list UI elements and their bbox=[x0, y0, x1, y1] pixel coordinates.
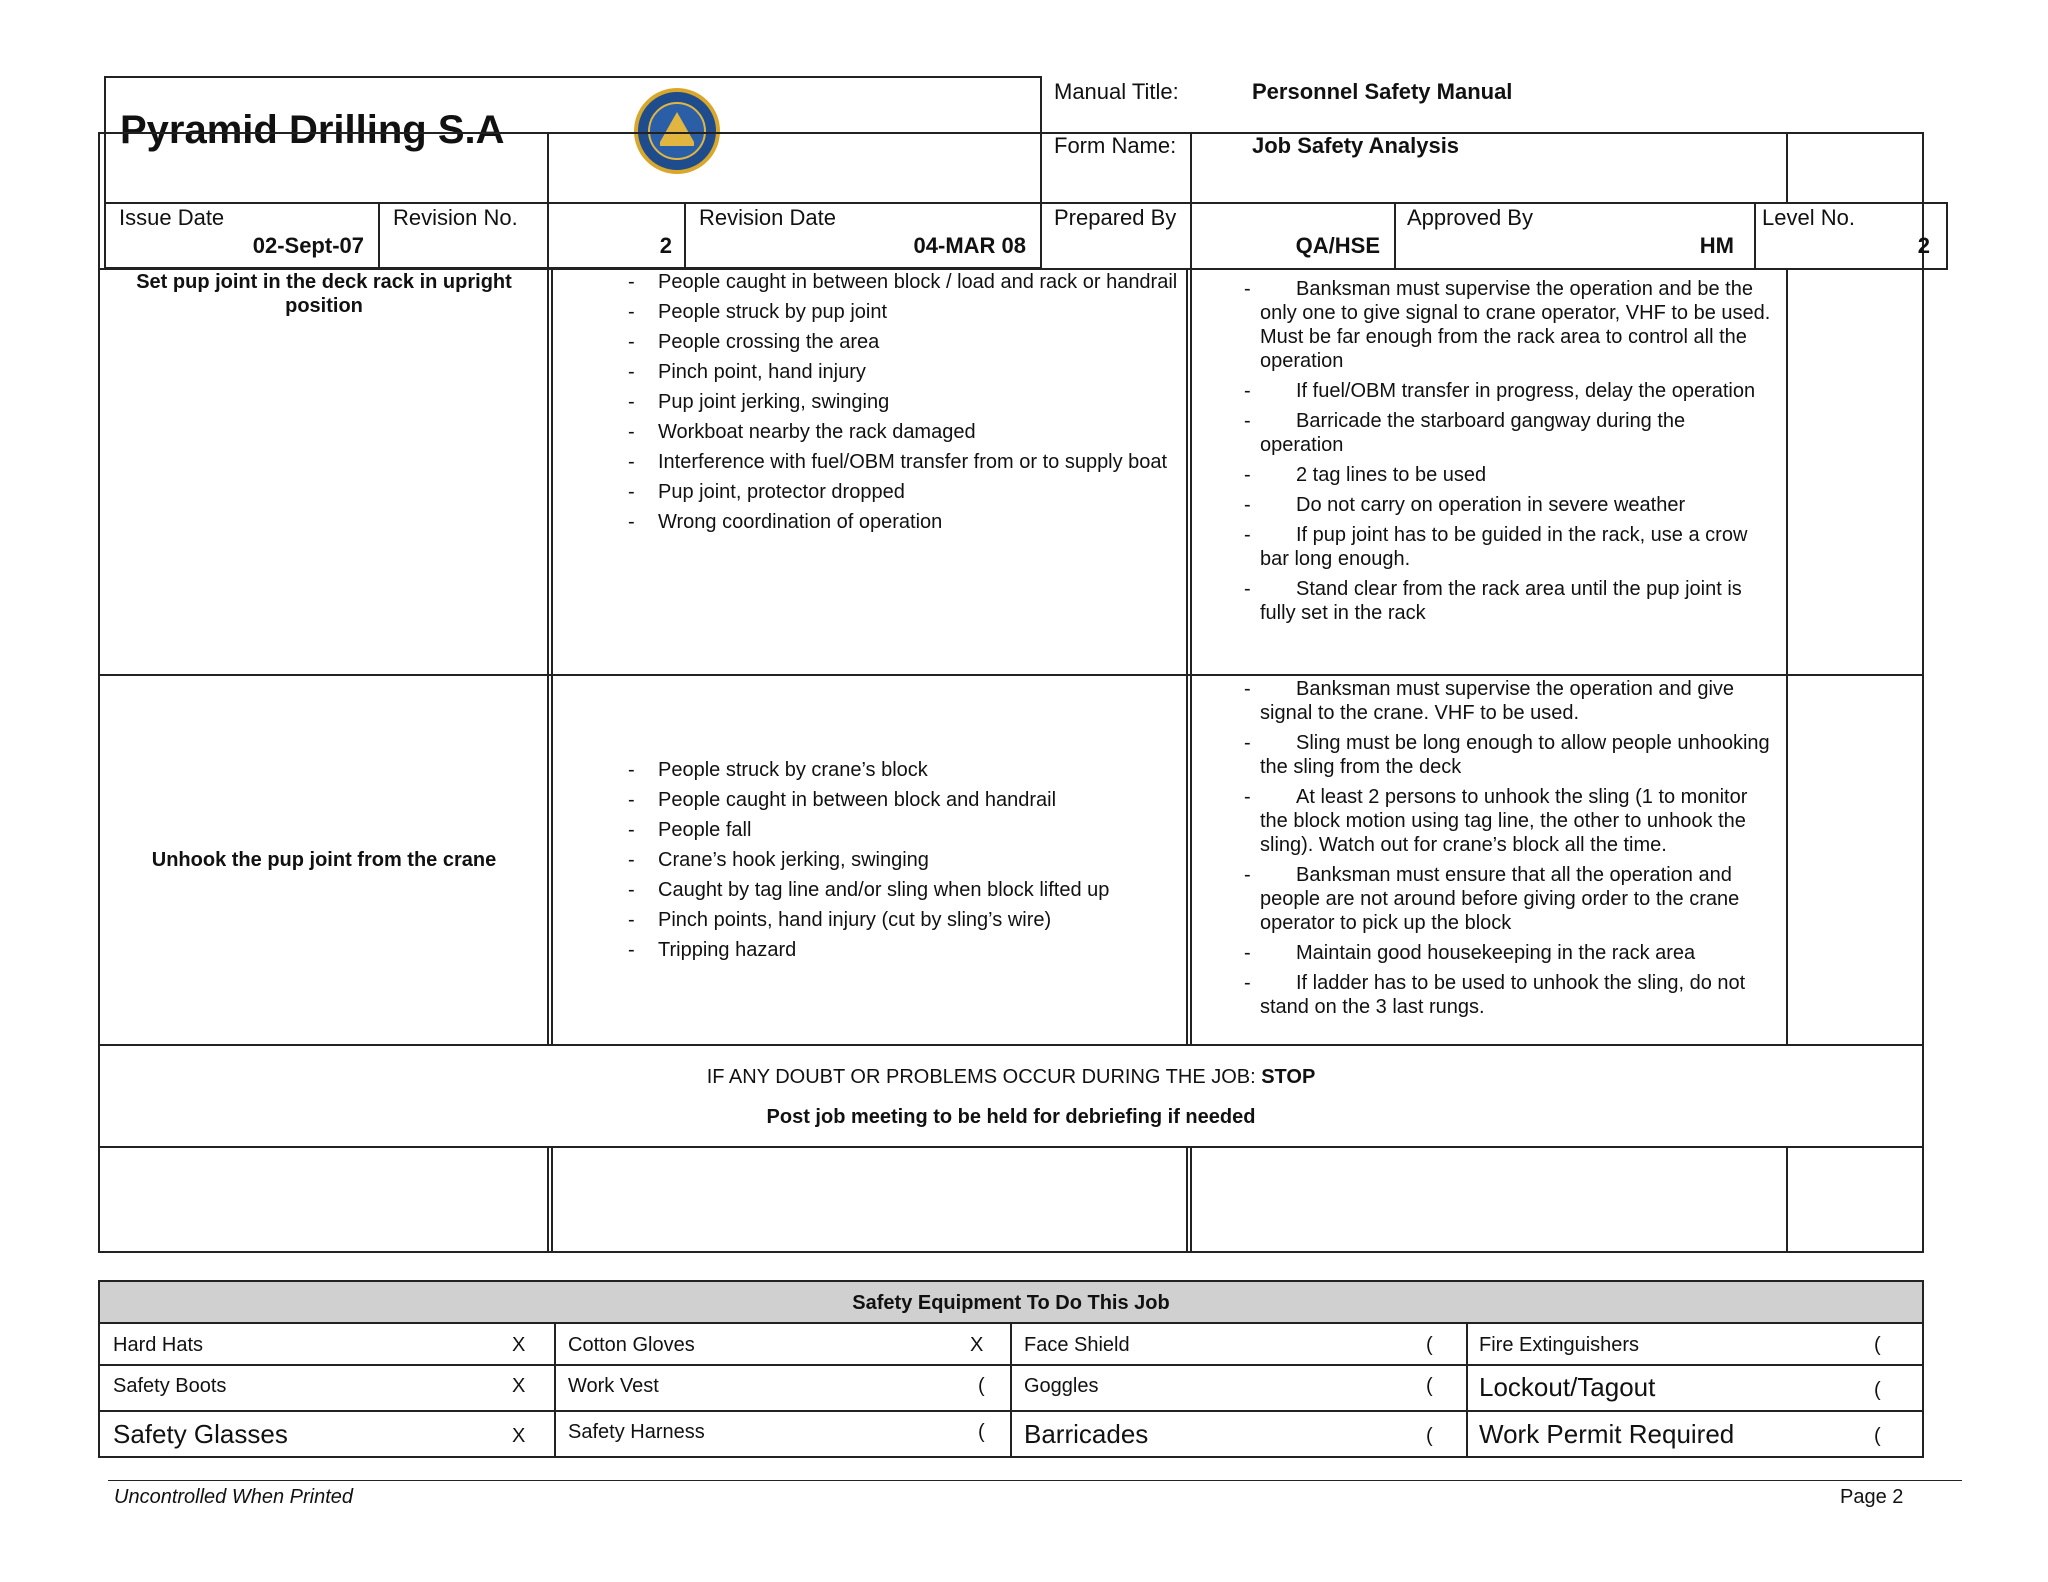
revision-date-label: Revision Date bbox=[699, 205, 836, 230]
equipment-fire-extinguishers-mark: ( bbox=[1874, 1334, 1881, 1356]
equipment-barricades-mark: ( bbox=[1426, 1425, 1433, 1447]
list-item: - Banksman must supervise the operation and be the only one to give signal to crane operator, VHF to be used. Must be far enough from the rack area to control all the operation bbox=[1244, 277, 1774, 373]
form-name-label: Form Name: bbox=[1054, 133, 1177, 158]
divider bbox=[684, 202, 686, 270]
list-item: - Sling must be long enough to allow people unhooking the sling from the deck bbox=[1244, 731, 1774, 779]
issue-date-value: 02-Sept-07 bbox=[252, 233, 364, 258]
job-step: Set pup joint in the deck rack in upright position bbox=[136, 271, 512, 317]
list-item: - Interference with fuel/OBM transfer from or to supply boat bbox=[628, 450, 1178, 474]
equipment-safety-glasses-label: Safety Glasses bbox=[113, 1419, 288, 1449]
manual-title-label: Manual Title: bbox=[1054, 79, 1179, 104]
divider bbox=[1786, 268, 1788, 1046]
equipment-work-vest-label: Work Vest bbox=[568, 1375, 659, 1397]
page-number: Page 2 bbox=[1840, 1486, 1904, 1508]
divider bbox=[1186, 268, 1188, 1046]
equipment-face-shield-mark: ( bbox=[1426, 1334, 1433, 1356]
divider bbox=[1040, 76, 1042, 270]
issue-date-label: Issue Date bbox=[119, 205, 225, 230]
equipment-barricades-label: Barricades bbox=[1024, 1419, 1149, 1449]
list-item: - Pup joint, protector dropped bbox=[628, 480, 1178, 504]
divider bbox=[1186, 1148, 1188, 1252]
revision-no-label: Revision No. bbox=[393, 205, 518, 230]
equipment-face-shield-label: Face Shield bbox=[1024, 1334, 1130, 1356]
list-item: - People struck by crane’s block bbox=[628, 758, 1178, 782]
divider bbox=[1010, 1322, 1012, 1458]
divider bbox=[1466, 1322, 1468, 1458]
divider bbox=[1786, 1148, 1788, 1252]
job-step: Unhook the pup joint from the crane bbox=[151, 849, 497, 871]
list-item: - Banksman must ensure that all the operation and people are not around before giving order to the crane operator to pick up the block bbox=[1244, 863, 1774, 935]
divider bbox=[378, 202, 380, 270]
equipment-cotton-gloves-label: Cotton Gloves bbox=[568, 1334, 695, 1356]
list-item: - Banksman must supervise the operation and give signal to the crane. VHF to be used. bbox=[1244, 677, 1774, 725]
manual-title-value: Personnel Safety Manual bbox=[1252, 79, 1513, 104]
divider bbox=[547, 132, 549, 270]
divider bbox=[104, 202, 1946, 204]
control-list bbox=[1244, 677, 1774, 1025]
company-name: Pyramid Drilling S.A bbox=[120, 108, 505, 152]
list-item: - Tripping hazard bbox=[628, 938, 1178, 962]
divider bbox=[1190, 1148, 1192, 1252]
prepared-by-value: QA/HSE bbox=[1295, 233, 1380, 258]
list-item: - If pup joint has to be guided in the rack, use a crow bar long enough. bbox=[1244, 523, 1774, 571]
divider bbox=[1786, 132, 1788, 204]
list-item: - People caught in between block / load and rack or handrail bbox=[628, 270, 1178, 294]
list-item: - 2 tag lines to be used bbox=[1244, 463, 1774, 487]
control-list bbox=[1244, 277, 1774, 631]
stop-notice-text: IF ANY DOUBT OR PROBLEMS OCCUR DURING THE JOB: bbox=[706, 1066, 1262, 1088]
list-item: - Barricade the starboard gangway during the operation bbox=[1244, 409, 1774, 457]
list-item: - Do not carry on operation in severe weather bbox=[1244, 493, 1774, 517]
hazard-list bbox=[628, 270, 1178, 540]
list-item: - Pinch points, hand injury (cut by sling’s wire) bbox=[628, 908, 1178, 932]
list-item: - People crossing the area bbox=[628, 330, 1178, 354]
equipment-work-permit-mark: ( bbox=[1874, 1425, 1881, 1447]
list-item: - People caught in between block and handrail bbox=[628, 788, 1178, 812]
post-job-notice: Post job meeting to be held for debriefing if needed bbox=[766, 1106, 1256, 1128]
list-item: - People struck by pup joint bbox=[628, 300, 1178, 324]
divider bbox=[98, 1044, 1924, 1046]
divider bbox=[1190, 268, 1192, 1046]
stop-word: STOP bbox=[1261, 1066, 1316, 1088]
list-item: - Stand clear from the rack area until the pup joint is fully set in the rack bbox=[1244, 577, 1774, 625]
equipment-goggles-label: Goggles bbox=[1024, 1375, 1099, 1397]
approved-by-label: Approved By bbox=[1407, 205, 1533, 230]
divider bbox=[551, 268, 553, 1046]
divider bbox=[1394, 202, 1396, 270]
equipment-safety-harness-mark: ( bbox=[978, 1421, 985, 1443]
divider bbox=[98, 674, 1924, 676]
revision-no-value: 2 bbox=[659, 233, 672, 258]
divider bbox=[551, 1148, 553, 1252]
divider bbox=[98, 1146, 1924, 1148]
list-item: - Crane’s hook jerking, swinging bbox=[628, 848, 1178, 872]
footer-rule bbox=[108, 1480, 1962, 1481]
equipment-safety-boots-mark: X bbox=[512, 1375, 526, 1397]
list-item: - People fall bbox=[628, 818, 1178, 842]
list-item: - Wrong coordination of operation bbox=[628, 510, 1178, 534]
equipment-goggles-mark: ( bbox=[1426, 1375, 1433, 1397]
hazard-list bbox=[628, 758, 1178, 968]
equipment-work-vest-mark: ( bbox=[978, 1375, 985, 1397]
prepared-by-label: Prepared By bbox=[1054, 205, 1177, 230]
equipment-cotton-gloves-mark: X bbox=[970, 1334, 984, 1356]
equipment-hard-hats-mark: X bbox=[512, 1334, 526, 1356]
divider bbox=[547, 268, 549, 1046]
list-item: - If ladder has to be used to unhook the sling, do not stand on the 3 last rungs. bbox=[1244, 971, 1774, 1019]
revision-date-value: 04-MAR 08 bbox=[913, 233, 1026, 258]
level-no-value: 2 bbox=[1917, 233, 1930, 258]
list-item: - If fuel/OBM transfer in progress, delay the operation bbox=[1244, 379, 1774, 403]
divider bbox=[547, 1148, 549, 1252]
list-item: - At least 2 persons to unhook the sling (1 to monitor the block motion using tag line, the other to unhook the sling). Watch out for crane’s block all the time. bbox=[1244, 785, 1774, 857]
equipment-lockout-tagout-mark: ( bbox=[1874, 1379, 1881, 1401]
list-item: - Workboat nearby the rack damaged bbox=[628, 420, 1178, 444]
list-item: - Maintain good housekeeping in the rack area bbox=[1244, 941, 1774, 965]
equipment-lockout-tagout-label: Lockout/Tagout bbox=[1479, 1372, 1656, 1402]
footer-uncontrolled: Uncontrolled When Printed bbox=[114, 1486, 354, 1508]
equipment-hard-hats-label: Hard Hats bbox=[113, 1334, 204, 1356]
equipment-safety-harness-label: Safety Harness bbox=[568, 1421, 705, 1443]
approved-by-value: HM bbox=[1699, 233, 1734, 258]
divider bbox=[554, 1322, 556, 1458]
list-item: - Pup joint jerking, swinging bbox=[628, 390, 1178, 414]
list-item: - Pinch point, hand injury bbox=[628, 360, 1178, 384]
level-no-label: Level No. bbox=[1762, 205, 1855, 230]
equipment-safety-glasses-mark: X bbox=[512, 1425, 526, 1447]
divider bbox=[1190, 132, 1192, 270]
form-name-value: Job Safety Analysis bbox=[1252, 133, 1460, 158]
stop-notice bbox=[100, 1066, 1922, 1089]
equipment-title: Safety Equipment To Do This Job bbox=[852, 1292, 1170, 1314]
equipment-work-permit-label: Work Permit Required bbox=[1479, 1419, 1735, 1449]
equipment-fire-extinguishers-label: Fire Extinguishers bbox=[1479, 1334, 1640, 1356]
list-item: - Caught by tag line and/or sling when block lifted up bbox=[628, 878, 1178, 902]
equipment-safety-boots-label: Safety Boots bbox=[113, 1375, 227, 1397]
